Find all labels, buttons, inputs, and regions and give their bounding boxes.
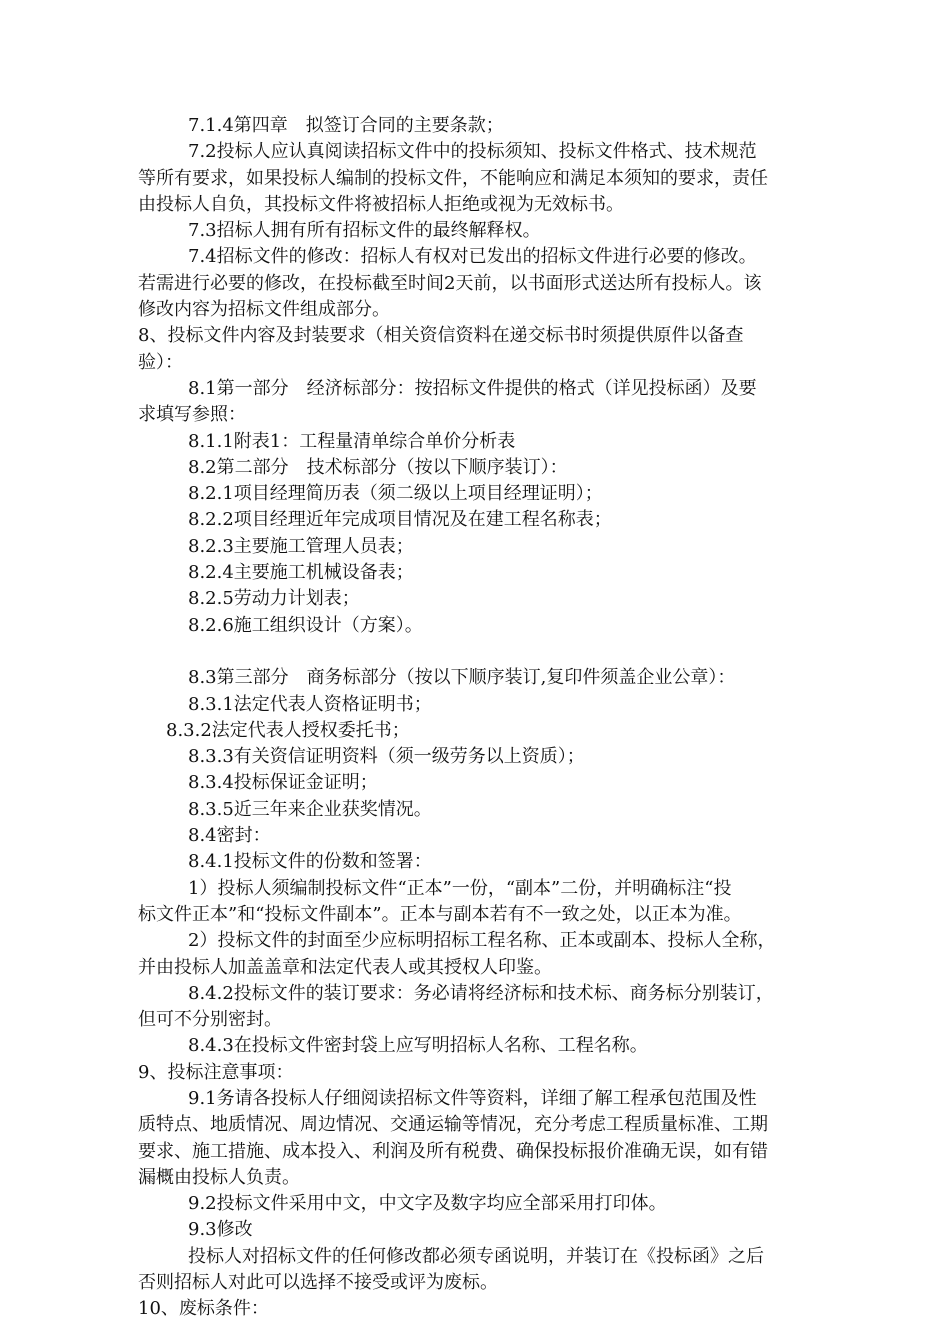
text-line: 8.3.4投标保证金证明； <box>188 772 378 794</box>
text-line: 10、废标条件： <box>138 1298 269 1320</box>
text-line: 要求、施工措施、成本投入、利润及所有税费、确保投标报价准确无误，如有错 <box>138 1140 768 1162</box>
text-line: 7.4招标文件的修改：招标人有权对已发出的招标文件进行必要的修改。 <box>188 246 757 268</box>
text-line: 修改内容为招标文件组成部分。 <box>138 299 390 321</box>
text-line: 9、投标注意事项： <box>138 1061 294 1083</box>
text-line: 8.2.4主要施工机械设备表； <box>188 562 414 584</box>
text-line: 8.2.2项目经理近年完成项目情况及在建工程名称表； <box>188 509 612 531</box>
text-line: 8.3.5近三年来企业获奖情况。 <box>188 798 432 820</box>
text-line: 8.1.1附表1：工程量清单综合单价分析表 <box>188 430 516 452</box>
text-line: 9.3修改 <box>188 1219 253 1241</box>
text-line: 若需进行必要的修改，在投标截至时间2天前，以书面形式送达所有投标人。该 <box>138 272 762 294</box>
text-line: 求填写参照： <box>138 404 246 426</box>
text-line: 8、投标文件内容及封装要求（相关资信资料在递交标书时须提供原件以备查 <box>138 325 744 347</box>
document-body <box>138 113 850 1323</box>
text-line: 投标人对招标文件的任何修改都必须专函说明，并装订在《投标函》之后 <box>188 1245 764 1267</box>
text-line: 8.2.5劳动力计划表； <box>188 588 360 610</box>
text-line: 2）投标文件的封面至少应标明招标工程名称、正本或副本、投标人全称， <box>188 930 776 952</box>
text-line: 8.2第二部分 技术标部分（按以下顺序装订）： <box>188 456 568 478</box>
text-line: 8.4.3在投标文件密封袋上应写明招标人名称、工程名称。 <box>188 1035 648 1057</box>
text-line: 标文件正本”和“投标文件副本”。正本与副本若有不一致之处，以正本为准。 <box>138 903 742 925</box>
text-line: 9.1务请各投标人仔细阅读招标文件等资料，详细了解工程承包范围及性 <box>188 1087 757 1109</box>
text-line: 漏概由投标人负责。 <box>138 1166 300 1188</box>
text-line: 由投标人自负，其投标文件将被招标人拒绝或视为无效标书。 <box>138 193 624 215</box>
text-line: 8.3.1法定代表人资格证明书； <box>188 693 432 715</box>
text-line: 8.3.3有关资信证明资料（须一级劳务以上资质）； <box>188 746 585 768</box>
text-line: 7.2投标人应认真阅读招标文件中的投标须知、投标文件格式、技术规范 <box>188 141 757 163</box>
text-line: 并由投标人加盖盖章和法定代表人或其授权人印鉴。 <box>138 956 552 978</box>
text-line: 但可不分别密封。 <box>138 1009 282 1031</box>
text-line: 8.2.3主要施工管理人员表； <box>188 535 414 557</box>
text-line: 7.1.4第四章 拟签订合同的主要条款； <box>188 115 504 136</box>
text-line: 等所有要求，如果投标人编制的投标文件，不能响应和满足本须知的要求，责任 <box>138 167 768 189</box>
blank-line <box>138 639 850 665</box>
text-line: 8.4.1投标文件的份数和签署： <box>188 851 432 873</box>
text-line: 质特点、地质情况、周边情况、交通运输等情况，充分考虑工程质量标准、工期 <box>138 1114 768 1136</box>
text-line: 8.4.2投标文件的装订要求：务必请将经济标和技术标、商务标分别装订， <box>188 982 774 1004</box>
text-line: 8.3.2法定代表人授权委托书； <box>166 719 410 741</box>
text-line: 9.2投标文件采用中文，中文字及数字均应全部采用打印体。 <box>188 1193 667 1215</box>
text-line: 8.2.1项目经理简历表（须二级以上项目经理证明）； <box>188 483 603 505</box>
text-line: 8.4密封： <box>188 825 271 847</box>
text-line: 8.2.6施工组织设计（方案）。 <box>188 614 423 636</box>
text-line: 7.3招标人拥有所有招标文件的最终解释权。 <box>188 220 541 242</box>
text-line: 8.3第三部分 商务标部分（按以下顺序装订,复印件须盖企业公章）： <box>188 667 736 689</box>
text-line: 1）投标人须编制投标文件“正本”一份，“副本”二份，并明确标注“投 <box>188 877 732 899</box>
text-line: 验）： <box>138 351 183 373</box>
text-line: 否则招标人对此可以选择不接受或评为废标。 <box>138 1272 498 1294</box>
text-line: 8.1第一部分 经济标部分：按招标文件提供的格式（详见投标函）及要 <box>188 377 757 399</box>
